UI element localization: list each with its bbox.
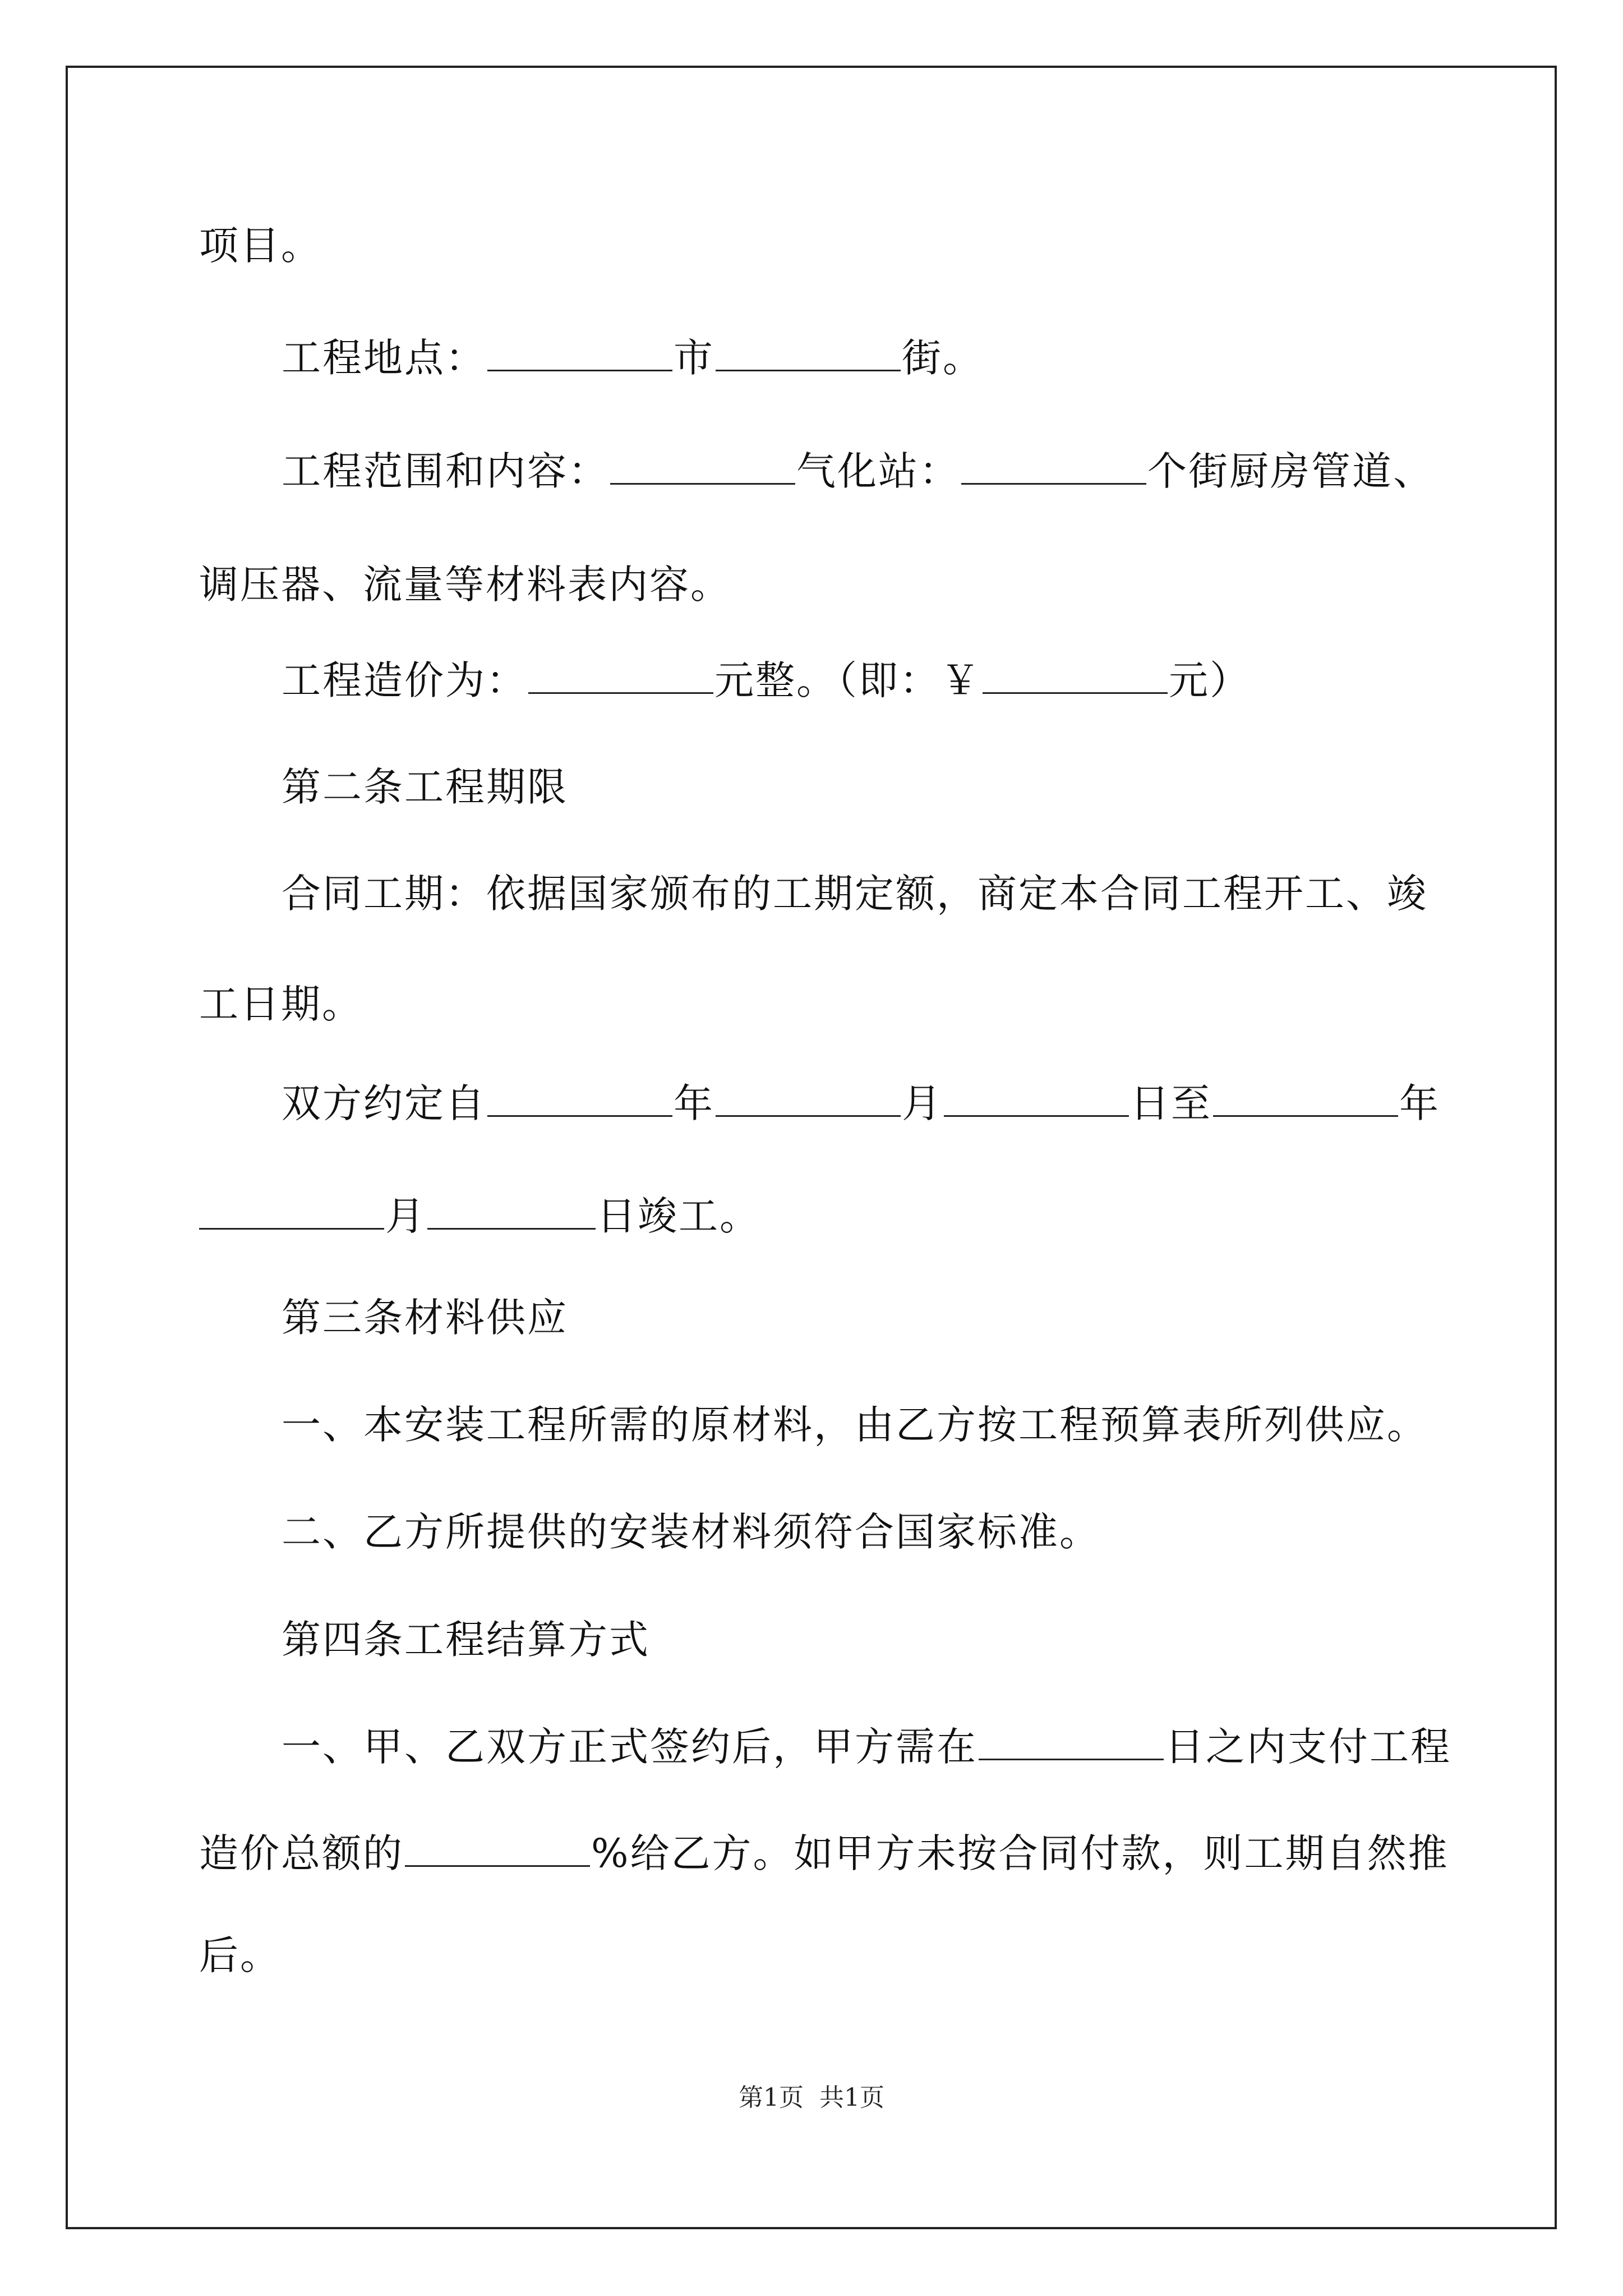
text-line: [282, 443, 1434, 499]
text-run: 日之内支付工程: [1165, 1724, 1451, 1770]
text-run: 市: [674, 335, 714, 381]
fill-in-blank[interactable]: [979, 1720, 1164, 1760]
fill-in-blank[interactable]: [199, 1190, 384, 1230]
text-run: %给乙方。如甲方未按合同付款，则工期自然推: [591, 1830, 1449, 1876]
text-run: 街。: [902, 335, 984, 381]
page-total: 共1页: [819, 2083, 884, 2112]
text-run: 第二条工程期限: [282, 764, 568, 810]
text-run: 二、乙方所提供的安装材料须符合国家标准。: [282, 1509, 1100, 1555]
text-line: [282, 652, 1251, 708]
fill-in-blank[interactable]: [1213, 1077, 1398, 1117]
fill-in-blank[interactable]: [944, 1077, 1129, 1117]
text-line: [282, 1075, 1440, 1131]
page-border: [66, 66, 1557, 2229]
fill-in-blank[interactable]: [961, 445, 1146, 485]
text-run: 年: [674, 1080, 714, 1126]
text-run: 年: [1399, 1080, 1440, 1126]
text-run: 日至: [1130, 1080, 1212, 1126]
text-line: [199, 1188, 760, 1244]
fill-in-blank[interactable]: [610, 445, 795, 485]
fill-in-blank[interactable]: [487, 332, 672, 371]
fill-in-blank[interactable]: [716, 332, 901, 371]
text-run: 后。: [199, 1932, 281, 1978]
text-line: [282, 1397, 1428, 1453]
page-number: 第1页: [739, 2083, 804, 2112]
text-run: 工程地点：: [282, 335, 486, 381]
text-run: 一、甲、乙双方正式签约后，甲方需在: [282, 1724, 978, 1770]
text-run: 双方约定自: [282, 1080, 486, 1126]
fill-in-blank[interactable]: [716, 1077, 901, 1117]
text-run: 日竣工。: [597, 1193, 760, 1239]
section-heading: [282, 1612, 650, 1668]
text-line: [199, 218, 322, 274]
fill-in-blank[interactable]: [405, 1827, 590, 1867]
text-line: [282, 1719, 1451, 1775]
text-run: 气化站：: [796, 448, 960, 494]
text-run: 造价总额的: [199, 1830, 404, 1876]
text-run: 第四条工程结算方式: [282, 1617, 650, 1663]
text-line: [199, 976, 363, 1032]
text-run: 元整。（即：￥: [714, 657, 981, 703]
fill-in-blank[interactable]: [487, 1077, 672, 1117]
text-run: 工程范围和内容：: [282, 448, 609, 494]
text-run: 个街厨房管道、: [1147, 448, 1434, 494]
fill-in-blank[interactable]: [528, 654, 713, 694]
text-run: 工程造价为：: [282, 657, 527, 703]
page-footer: [0, 2081, 1623, 2115]
text-run: 合同工期：依据国家颁布的工期定额，商定本合同工程开工、竣: [282, 871, 1428, 917]
text-line: [282, 330, 984, 386]
text-run: 月: [385, 1193, 426, 1239]
text-run: 工日期。: [199, 981, 363, 1027]
text-line: [199, 1927, 281, 1984]
text-run: 一、本安装工程所需的原材料，由乙方按工程预算表所列供应。: [282, 1402, 1428, 1448]
text-run: 元）: [1169, 657, 1251, 703]
section-heading: [282, 1290, 568, 1346]
text-line: [199, 556, 731, 613]
text-run: 项目。: [199, 223, 322, 269]
fill-in-blank[interactable]: [983, 654, 1168, 694]
text-run: 第三条材料供应: [282, 1295, 568, 1341]
text-line: [282, 866, 1428, 922]
fill-in-blank[interactable]: [427, 1190, 596, 1230]
text-run: 调压器、流量等材料表内容。: [199, 562, 731, 608]
text-run: 月: [902, 1080, 943, 1126]
text-line: [199, 1825, 1449, 1881]
text-line: [282, 1504, 1100, 1560]
section-heading: [282, 759, 568, 815]
